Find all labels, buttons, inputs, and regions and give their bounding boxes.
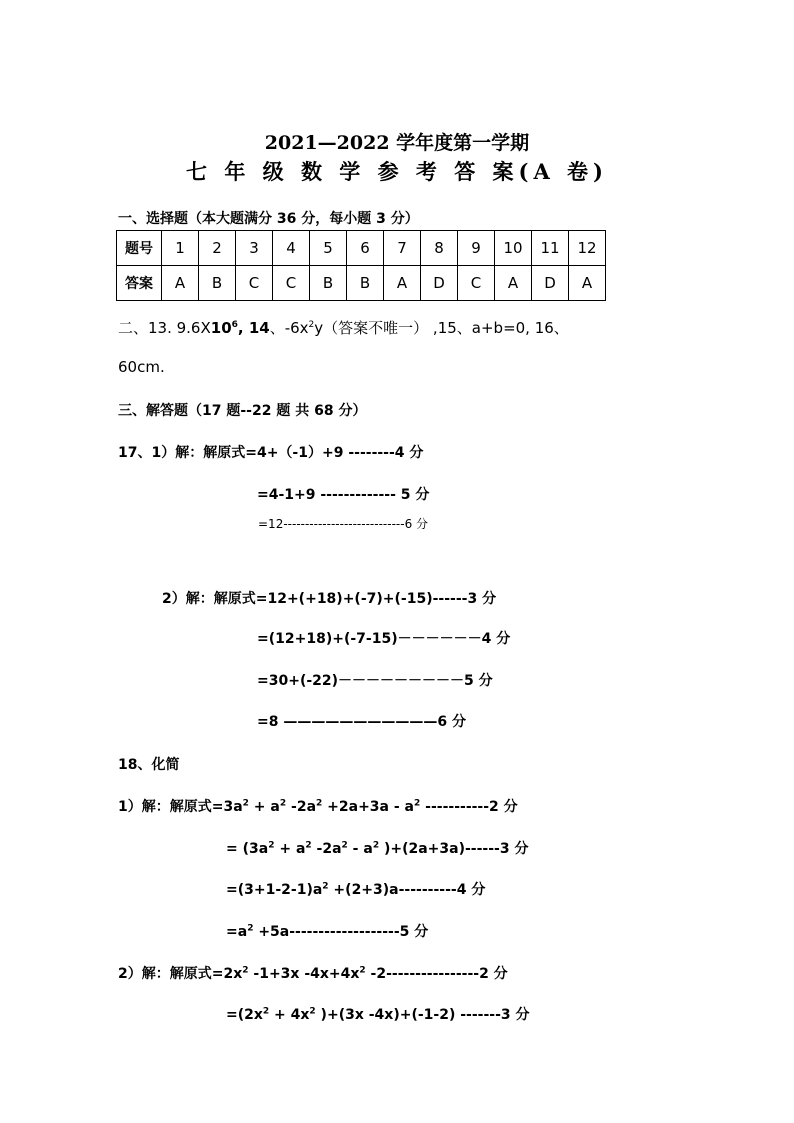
q18-l4-part: =a <box>226 924 248 940</box>
table-cell: D <box>421 266 458 301</box>
exponent: 2 <box>268 840 275 851</box>
q18-l3-part: +(2+3)a----------4 分 <box>328 882 486 898</box>
table-row-numbers <box>117 231 606 266</box>
q17-line7: =8 ———————————6 分 <box>257 714 466 730</box>
exponent: 2 <box>262 1006 270 1017</box>
q17-line5: =(12+18)+(-7-15)－－－－－－4 分 <box>257 631 511 647</box>
q17-line6: =30+(-22)－－－－－－－－－5 分 <box>257 673 493 689</box>
q18-l1-part: +2a+3a - a <box>322 799 414 815</box>
table-cell: 12 <box>569 231 606 266</box>
q18-l1-part: -----------2 分 <box>420 799 518 815</box>
q18-line5 <box>118 963 508 983</box>
table-cell: 6 <box>347 231 384 266</box>
q18-l1-part: 1）解：解原式=3a <box>118 799 243 815</box>
q18-l6-part: )+(3x -4x)+(-1-2) -------3 分 <box>315 1007 530 1023</box>
exponent: 2 <box>247 923 254 934</box>
table-cell: C <box>236 266 273 301</box>
table-cell: 10 <box>495 231 532 266</box>
q17-line4: 2）解：解原式=12+(+18)+(-7)+(-15)------3 分 <box>162 591 497 607</box>
section3-heading: 三、解答题（17 题--22 题 共 68 分） <box>118 403 367 419</box>
q18-heading: 18、化简 <box>118 757 180 773</box>
q18-l5-part: -2----------------2 分 <box>365 966 508 982</box>
table-cell: 7 <box>384 231 421 266</box>
table-cell: 2 <box>199 231 236 266</box>
section2-q14-text: 、-6x <box>269 319 309 337</box>
section2-q14-exponent: 2 <box>308 320 315 330</box>
q18-l3-part: =(3+1-2-1)a <box>226 882 323 898</box>
q17-line3: =12----------------------------6 分 <box>258 517 429 531</box>
q18-line3 <box>226 879 485 899</box>
exponent: 2 <box>242 965 249 976</box>
table-cell: A <box>384 266 421 301</box>
title-line2: 七 年 级 数 学 参 考 答 案(A 卷) <box>186 159 608 184</box>
exponent: 2 <box>279 798 287 809</box>
q18-l2-part: - a <box>347 841 373 857</box>
q18-l5-part: 2）解：解原式=2x <box>118 966 243 982</box>
section2-line1 <box>118 317 569 338</box>
table-cell: 3 <box>236 231 273 266</box>
section2-q14-rest: y（答案不唯一） ,15、a+b=0, 16、 <box>314 319 569 337</box>
q18-line4 <box>226 921 428 941</box>
q17-line2: =4-1+9 ------------- 5 分 <box>257 487 430 503</box>
section2-line2: 60cm. <box>118 358 165 376</box>
table-cell: B <box>199 266 236 301</box>
exponent: 2 <box>322 881 329 892</box>
table-cell: B <box>310 266 347 301</box>
q18-l1-part: + a <box>248 799 280 815</box>
table-row-answers <box>117 266 606 301</box>
table-cell: 5 <box>310 231 347 266</box>
q18-l4-part: +5a-------------------5 分 <box>253 924 429 940</box>
q18-line6 <box>226 1004 530 1024</box>
row-header-number: 题号 <box>117 231 162 266</box>
q18-l2-part: )+(2a+3a)------3 分 <box>379 841 529 857</box>
exponent: 2 <box>242 798 249 809</box>
table-cell: A <box>162 266 199 301</box>
section1-heading: 一、选择题（本大题满分 36 分，每小题 3 分） <box>118 211 419 227</box>
q18-line2 <box>226 838 528 858</box>
table-cell: D <box>532 266 569 301</box>
table-cell: A <box>495 266 532 301</box>
q18-l1-part: -2a <box>286 799 317 815</box>
section2-prefix: 二、13. 9.6X <box>118 319 211 337</box>
table-cell: 8 <box>421 231 458 266</box>
row-header-answer: 答案 <box>117 266 162 301</box>
exponent: 2 <box>372 840 380 851</box>
q18-l6-part: + 4x <box>269 1007 310 1023</box>
q18-l5-part: -1+3x -4x+4x <box>248 966 360 982</box>
table-cell: 9 <box>458 231 495 266</box>
title-line1: 2021—2022 学年度第一学期 <box>264 132 530 154</box>
section2-q14-number: 14 <box>248 319 270 337</box>
q18-l2-part: + a <box>274 841 306 857</box>
exponent: 2 <box>309 1006 316 1017</box>
table-cell: A <box>569 266 606 301</box>
table-cell: C <box>458 266 495 301</box>
q18-l2-part: -2a <box>311 841 342 857</box>
section2-power-base: 10 <box>210 319 232 337</box>
table-cell: 4 <box>273 231 310 266</box>
table-cell: C <box>273 266 310 301</box>
exponent: 2 <box>414 798 421 809</box>
table-cell: 11 <box>532 231 569 266</box>
table-cell: B <box>347 266 384 301</box>
exponent: 2 <box>316 798 323 809</box>
q17-line1: 17、1）解：解原式=4+（-1）+9 --------4 分 <box>118 445 424 461</box>
exponent: 2 <box>305 840 312 851</box>
exponent: 2 <box>341 840 348 851</box>
answer-table <box>116 230 606 301</box>
section2-exponent: 6 <box>231 320 238 330</box>
q18-l6-part: =(2x <box>226 1007 263 1023</box>
section2-comma: , <box>237 319 249 337</box>
exponent: 2 <box>359 965 366 976</box>
q18-line1 <box>118 796 518 816</box>
q18-l2-part: = (3a <box>226 841 269 857</box>
table-cell: 1 <box>162 231 199 266</box>
